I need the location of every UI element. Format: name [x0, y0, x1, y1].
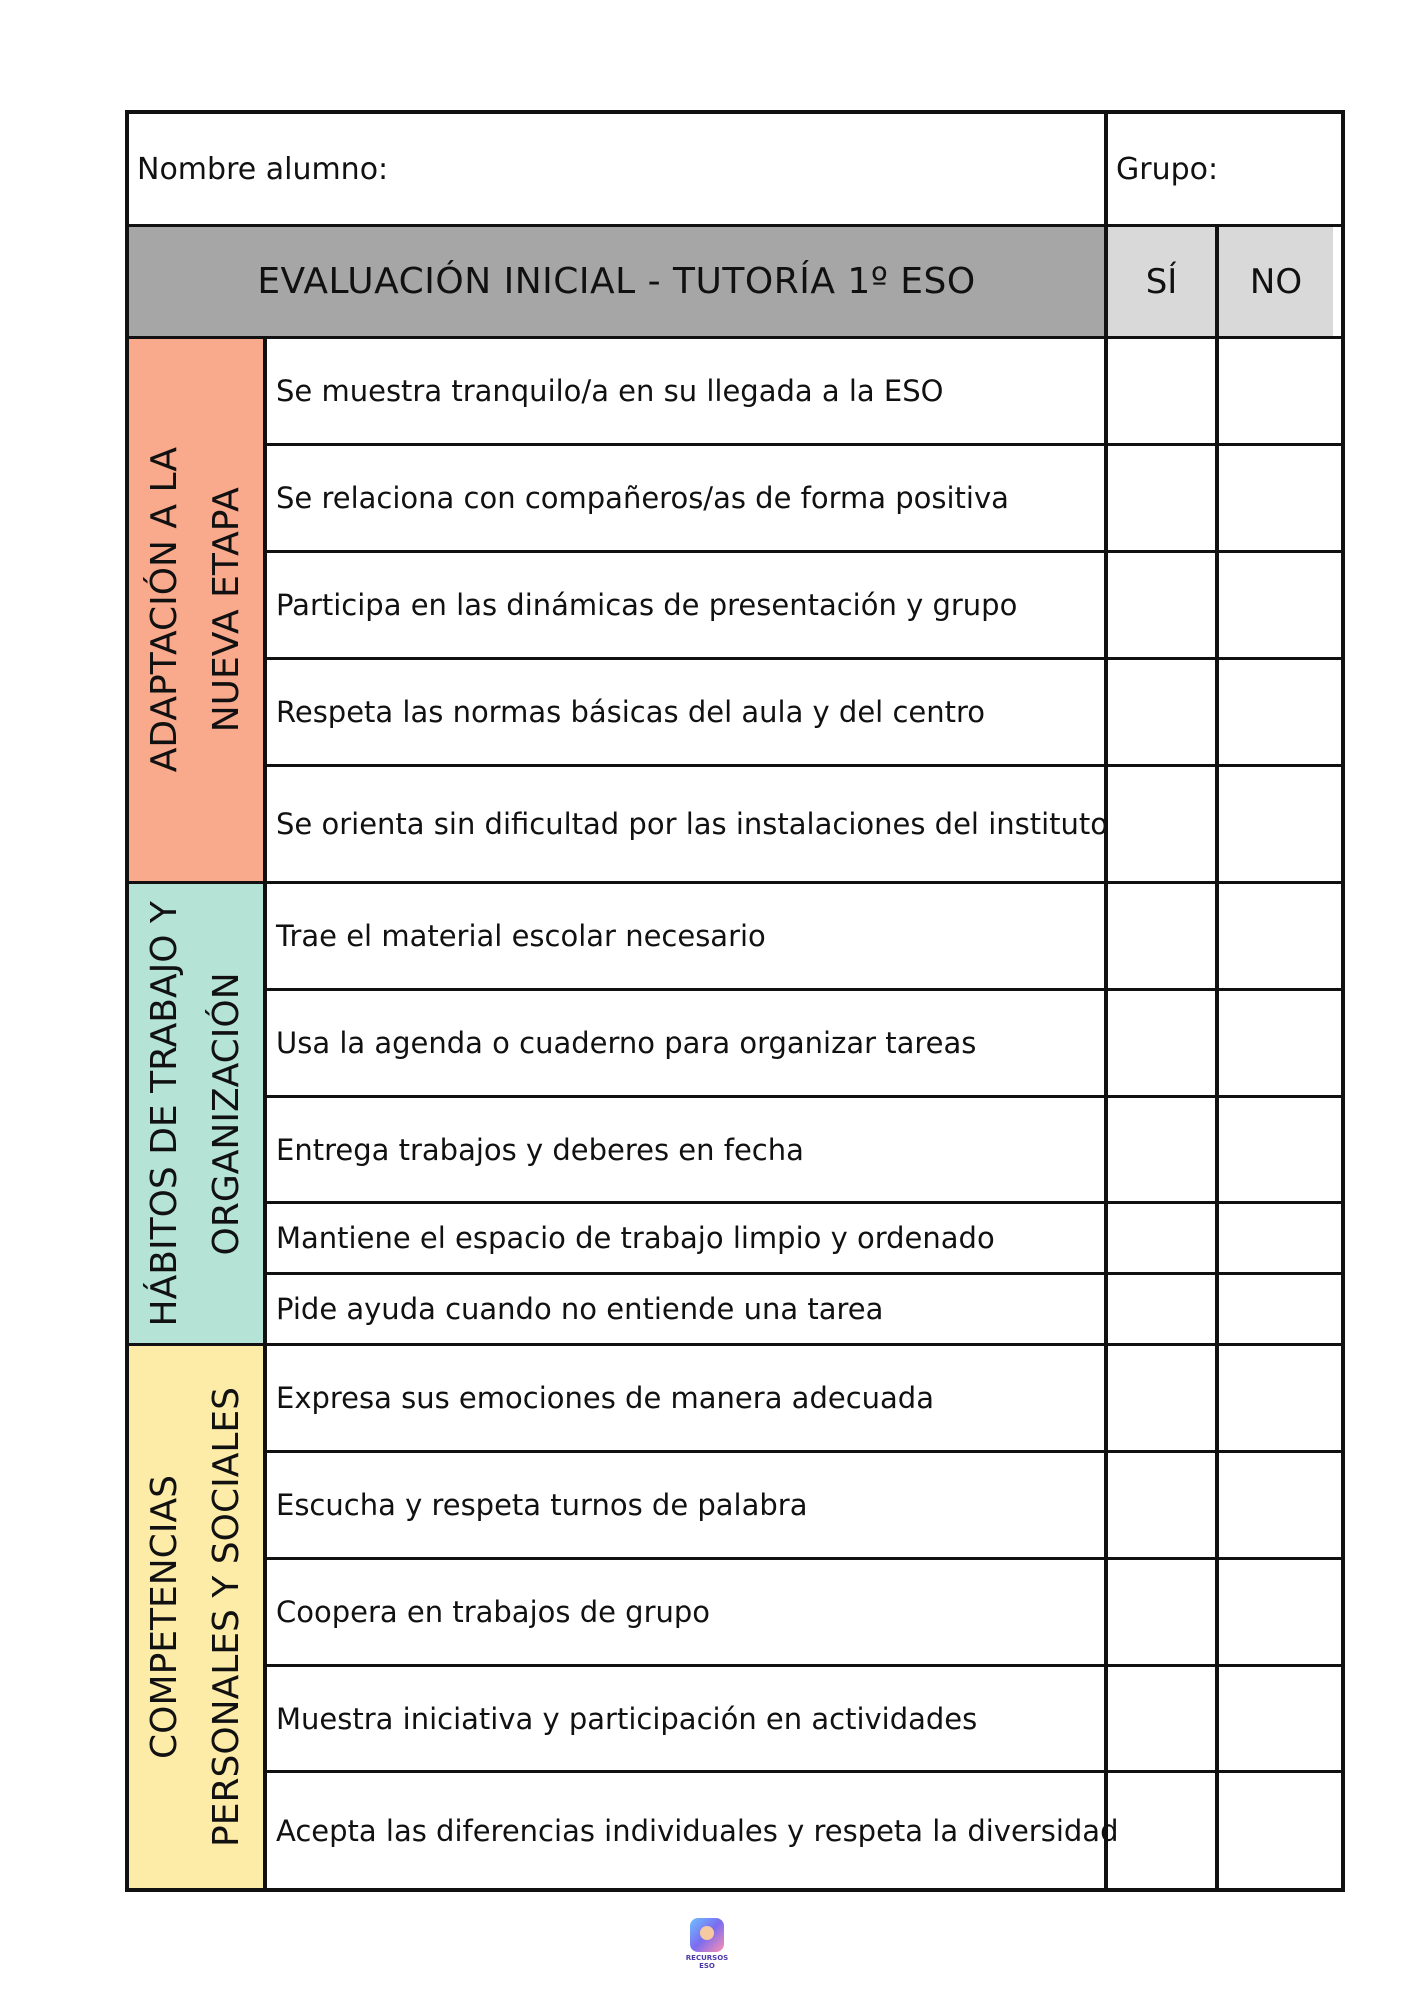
logo-text: RECURSOS ESO: [685, 1954, 729, 1970]
no-column-header: NO: [1219, 227, 1333, 336]
no-checkbox[interactable]: [1219, 884, 1333, 988]
checklist-item: [267, 1346, 1341, 1450]
section-label-line2: NUEVA ETAPA: [206, 487, 247, 733]
yes-checkbox[interactable]: [1108, 1346, 1219, 1450]
yes-column-header: SÍ: [1108, 227, 1219, 336]
item-text: Muestra iniciativa y participación en actividades: [267, 1667, 1108, 1770]
item-text: Usa la agenda o cuaderno para organizar tareas: [267, 991, 1108, 1095]
checklist-item: [267, 1664, 1341, 1770]
no-checkbox[interactable]: [1219, 660, 1333, 764]
section-label-line1: ADAPTACIÓN A LA: [144, 447, 185, 773]
section-label-work-habits: [129, 884, 267, 1343]
evaluation-sheet: [125, 110, 1345, 1892]
yes-checkbox[interactable]: [1108, 1560, 1219, 1664]
checklist-item: [267, 884, 1341, 988]
yes-checkbox[interactable]: [1108, 1275, 1219, 1343]
no-checkbox[interactable]: [1219, 446, 1333, 550]
checklist-item: [267, 1201, 1341, 1272]
no-checkbox[interactable]: [1219, 1346, 1333, 1450]
yes-checkbox[interactable]: [1108, 446, 1219, 550]
no-checkbox[interactable]: [1219, 991, 1333, 1095]
item-text: Se muestra tranquilo/a en su llegada a la ESO: [267, 339, 1108, 443]
item-text: Trae el material escolar necesario: [267, 884, 1108, 988]
yes-checkbox[interactable]: [1108, 991, 1219, 1095]
checklist-item: [267, 1770, 1341, 1888]
student-name-label: Nombre alumno:: [137, 151, 389, 187]
item-text: Escucha y respeta turnos de palabra: [267, 1453, 1108, 1557]
checklist-item: [267, 1095, 1341, 1201]
section-label-line1: COMPETENCIAS: [144, 1475, 185, 1759]
yes-checkbox[interactable]: [1108, 660, 1219, 764]
logo-image: [690, 1918, 724, 1952]
checklist-item: [267, 550, 1341, 657]
section-label-social-skills: [129, 1346, 267, 1888]
item-text: Se orienta sin dificultad por las instalaciones del instituto: [267, 767, 1108, 881]
title-row: [129, 224, 1341, 336]
item-text: Pide ayuda cuando no entiende una tarea: [267, 1275, 1108, 1343]
yes-checkbox[interactable]: [1108, 1773, 1219, 1888]
yes-checkbox[interactable]: [1108, 339, 1219, 443]
item-text: Expresa sus emociones de manera adecuada: [267, 1346, 1108, 1450]
no-checkbox[interactable]: [1219, 767, 1333, 881]
checklist-item: [267, 1450, 1341, 1557]
no-checkbox[interactable]: [1219, 1560, 1333, 1664]
item-text: Participa en las dinámicas de presentación y grupo: [267, 553, 1108, 657]
item-text: Se relaciona con compañeros/as de forma positiva: [267, 446, 1108, 550]
sheet-title: EVALUACIÓN INICIAL - TUTORÍA 1º ESO: [129, 227, 1108, 336]
yes-checkbox[interactable]: [1108, 767, 1219, 881]
checklist-item: [267, 657, 1341, 764]
checklist-item: [267, 988, 1341, 1095]
yes-checkbox[interactable]: [1108, 1204, 1219, 1272]
no-checkbox[interactable]: [1219, 1453, 1333, 1557]
yes-checkbox[interactable]: [1108, 1453, 1219, 1557]
checklist-item: [267, 443, 1341, 550]
section-work-habits: [129, 881, 1341, 1343]
yes-checkbox[interactable]: [1108, 553, 1219, 657]
no-checkbox[interactable]: [1219, 1098, 1333, 1201]
header-row: [129, 110, 1341, 224]
item-text: Mantiene el espacio de trabajo limpio y ordenado: [267, 1204, 1108, 1272]
no-checkbox[interactable]: [1219, 1204, 1333, 1272]
group-field[interactable]: [1108, 114, 1333, 224]
section-label-line2: PERSONALES Y SOCIALES: [206, 1387, 247, 1847]
no-checkbox[interactable]: [1219, 1275, 1333, 1343]
yes-checkbox[interactable]: [1108, 1098, 1219, 1201]
yes-checkbox[interactable]: [1108, 1667, 1219, 1770]
section-adaptation: [129, 336, 1341, 881]
no-checkbox[interactable]: [1219, 1773, 1333, 1888]
no-checkbox[interactable]: [1219, 1667, 1333, 1770]
checklist-item: [267, 1272, 1341, 1343]
checklist-item: [267, 764, 1341, 881]
no-checkbox[interactable]: [1219, 339, 1333, 443]
item-text: Entrega trabajos y deberes en fecha: [267, 1098, 1108, 1201]
section-label-line2: ORGANIZACIÓN: [206, 971, 247, 1256]
group-label: Grupo:: [1116, 151, 1219, 187]
checklist-item: [267, 339, 1341, 443]
recursos-eso-logo-icon: [687, 1918, 727, 1976]
section-social-skills: [129, 1343, 1341, 1892]
yes-checkbox[interactable]: [1108, 884, 1219, 988]
no-checkbox[interactable]: [1219, 553, 1333, 657]
student-name-field[interactable]: [129, 114, 1108, 224]
item-text: Respeta las normas básicas del aula y del centro: [267, 660, 1108, 764]
item-text: Coopera en trabajos de grupo: [267, 1560, 1108, 1664]
section-label-line1: HÁBITOS DE TRABAJO Y: [144, 900, 185, 1327]
checklist-item: [267, 1557, 1341, 1664]
section-label-adaptation: [129, 339, 267, 881]
item-text: Acepta las diferencias individuales y respeta la diversidad: [267, 1773, 1108, 1888]
